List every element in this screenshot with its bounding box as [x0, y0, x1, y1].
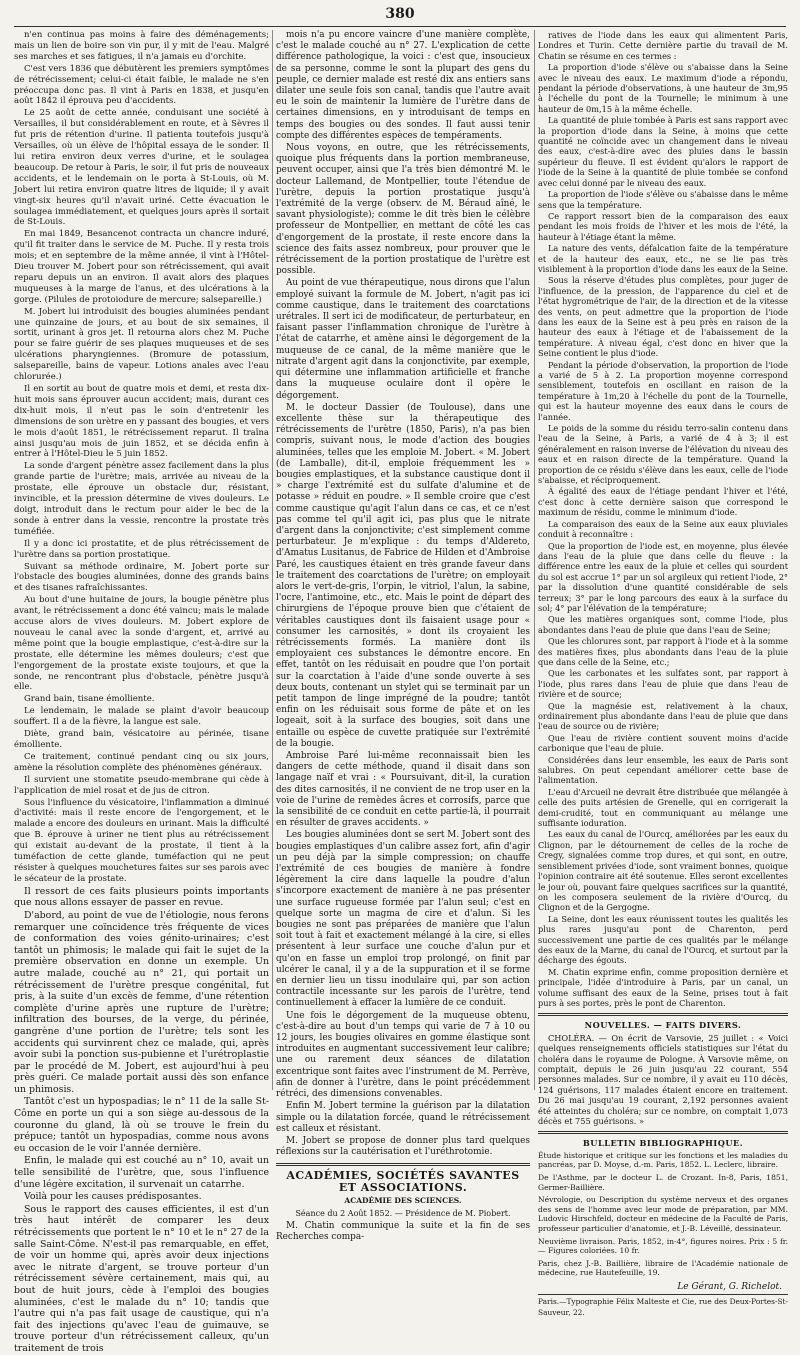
paragraph: Considérées dans leur ensemble, les eaux de Paris sont salubres. On peut cependant améliorer cette base de l'alimentation. [538, 754, 788, 786]
paragraph: D'abord, au point de vue de l'étiologie, nous ferons remarquer une coïncidence très fréquente de vices de conformation des voies génito-urinaires; c'est tantôt un phimosis; le malade qui fait le sujet de la première observation en donne un exemple. Un autre malade, couché au n° 21, qui portait un rétrécissement de l'urètre presque congénital, fut pris, à la suite d'un excès de femme, d'une rétention complète d'urine après une rupture de l'urètre; infiltration des bourses, de la verge, du périnée, gangrène d'une portion de l'urètre; tels sont les accidents qui survinrent chez ce malade, qui, après avoir subi la ponction sus-pubienne et l'urétroplastie par le procédé de M. Jobert, est aujourd'hui à peu près guéri. Ce malade portait aussi dès son enfance un phimosis. [14, 909, 269, 1095]
column-right [538, 30, 789, 1317]
paragraph: Ce traitement, continué pendant cinq ou six jours, amène la résolution complète des phénomènes généraux. [14, 751, 269, 773]
subsection-title: ACADÉMIE DES SCIENCES. [344, 1195, 462, 1205]
column-left [14, 30, 269, 1354]
printer-line: Paris.—Typographie Félix Malteste et Cie, rue des Deux-Portes-St-Sauveur, 22. [538, 1294, 788, 1318]
paragraph: Ambroise Paré lui-même reconnaissait bien les dangers de cette méthode, quand il disait dans son langage naïf et vrai : « Poursuivant, dit-il, la curation des dites carnosités, il ne convient de ne trop user en la voie de l'urine de remèdes âcres et corrosifs, parce que la sensibilité de ce conduit en cette partie-là, il pourrait en résulter de graves accidents. » [276, 751, 530, 829]
paragraph: En mai 1849, Besancenot contracta un chancre induré, qu'il fit traiter dans le service de M. Puche. Il y resta trois mois; et en septembre de la même année, il vint à l'Hôtel-Dieu trouver M. Jobert pour son rétrécissement, qui avait reparu depuis un an environ. Il avait alors des plaques muqueuses à la marge de l'anus, et des ulcérations à la gorge. (Pilules de protoiodure de mercure; salsepareille.) [14, 229, 269, 305]
bibliography-item: Neuvième livraison. Paris, 1852, in-4°, figures noires. Prix : 5 fr. — Figures coloriées. 10 fr. [538, 1236, 788, 1256]
paragraph: M. Chatin communique la suite et la fin de ses Recherches compa- [276, 1221, 530, 1243]
paragraph: La sonde d'argent pénètre assez facilement dans la plus grande partie de l'urètre; mais, arrivée au niveau de la prostate, elle éprouve un obstacle dur, résistant, invincible, et la pression détermine de vives douleurs. Le doigt, introduit dans le rectum pour aider le bec de la sonde à entrer dans la vessie, rencontre la prostate très tuméfiée. [14, 461, 269, 537]
paragraph: Pendant la période d'observation, la proportion de l'iode a varié de 5 à 2. La proportion moyenne correspond sensiblement, toutefois en oscillant en raison de la température à 1m,20 à l'échelle du pont de la Tournelle, qui est la hauteur moyenne des eaux dans le cours de l'année. [538, 359, 788, 422]
paragraph: L'eau d'Arcueil ne devrait être distribuée que mélangée à celle des puits artésien de Grenelle, qui en corrigerait la demi-crudité, tout en communiquant au mélange une suffisante ioduration. [538, 786, 788, 829]
bibliography-item: Étude historique et critique sur les fonctions et les maladies du pancréas, par D. Moyse, d.-m. Paris, 1852. L. Leclerc, libraire. [538, 1150, 788, 1170]
paragraph: M. le docteur Dassier (de Toulouse), dans une excellente thèse sur la thérapeutique des rétrécissements de l'urètre (1850, Paris), n'a pas bien compris, suivant nous, le mode d'action des bougies aluminées, telles que les emploie M. Jobert. « M. Jobert (de Lamballe), dit-il, emploie fréquemment les » bougies emplastiques, et la substance caustique dont il » charge l'extrémité est du sulfate d'alumine et de potasse » réduit en poudre. » Il semble croire que c'est comme caustique qu'agit l'alun dans ce cas, et ce n'est pas comme tel qu'il agit ici, pas plus que le nitrate d'argent dans la conjonctivite; c'est simplement comme perturbateur. Je m'explique : du temps d'Aldereto, d'Amatus Lusitanus, de Fabrice de Hilden et d'Ambroise Paré, les caustiques étaient en très grande faveur dans le traitement des coarctations de l'urètre; on employait alors le vert-de-gris, l'orpin, le vitriol, l'alun, la sabine, l'ocre, l'antimoine, etc., etc. Mais le point de départ des chirurgiens de l'époque prouve bien que c'étaient de véritables caustiques dont ils faisaient usage pour « consumer les carnosités, » dont ils croyaient les rétrécissements formés. La manière dont ils employaient ces substances le démontre encore. En effet, tantôt on les réduisait en poudre que l'on portait sur la coarctation à l'aide d'une sonde ouverte à ses deux bouts, contenant un stylet qui se terminait par un petit tampon de linge imprégné de la poudre; tantôt enfin on les réduisait sous forme de pâte et on les logeait, soit à la surface des bougies, soit dans une entaille ou espèce de cuvette pratiquée sur l'extrémité de la bougie. [276, 402, 530, 749]
paragraph: Il ressort de ces faits plusieurs points importants que nous allons essayer de passer en revue. [14, 885, 269, 909]
paragraph: Le poids de la somme du résidu terro-salin contenu dans l'eau de la Seine, à Paris, a varié de 4 à 3; il est généralement en raison inverse de l'élévation du niveau des eaux et en raison directe de la température. Quand la proportion de ce résidu s'élève dans les eaux, celle de l'iode s'abaisse, et réciproquement. [538, 423, 788, 486]
section-divider [538, 1013, 788, 1016]
paragraph: Le 25 août de cette année, conduisant une société à Versailles, il but considérablement en route, et à Sèvres il fut pris de rétention d'urine. Il patienta toutefois jusqu'à Versailles, où un élève de l'hôpital essaya de le sonder. Il lui retira environ deux verres d'urine, et le soulagea beaucoup. De retour à Paris, le soir, il fut pris de nouveaux accidents, et le lendemain on le porta à St-Louis, où M. Jobert lui retira environ quatre litres de liquide; il y avait vingt-six heures qu'il n'avait uriné. Cette évacuation le soulagea immédiatement, et quelques jours après il sortait de St-Louis. [14, 108, 269, 228]
seance-line: Séance du 2 Août 1852. — Présidence de M. Piobert. [295, 1208, 511, 1218]
paragraph: La quantité de pluie tombée à Paris est sans rapport avec la proportion d'iode dans la Seine, à moins que cette quantité ne coïncide avec un changement dans le niveau des eaux, c'est-à-dire avec des pluies dans le bassin supérieur du fleuve. Il est évident qu'alors le rapport de l'iode de la Seine à la quantité de pluie tombée se confond avec celui donné par le niveau des eaux. [538, 115, 788, 188]
paragraph: mois n'a pu encore vaincre d'une manière complète, c'est le malade couché au n° 27. L'explication de cette différence pathologique, la voici : c'est que, insoucieux de sa personne, comme le sont la plupart des gens du peuple, ce dernier malade est resté dix ans entiers sans dilater une seule fois son canal, tandis que l'autre avait eu le soin de maintenir la lumière de l'urètre dans de certaines dimensions, en y introduisant de temps en temps des bougies ou des sondes. Il faut aussi tenir compte des différentes espèces de tempéraments. [276, 30, 530, 141]
paragraph: Il survient une stomatite pseudo-membrane qui cède à l'application de miel rosat et de jus de citron. [14, 774, 269, 796]
paragraph: Voilà pour les causes prédisposantes. [24, 1191, 202, 1203]
paragraph: M. Chatin exprime enfin, comme proposition dernière et principale, l'idée d'introduire à Paris, par un canal, un volume suffisant des eaux de la Seine, prises tout à fait purs à ses portes, près le pont de Charenton. [538, 966, 788, 1008]
paragraph: Enfin, le malade qui est couché au n° 10, avait un telle sensibilité de l'urètre, que, sous l'influence d'une légère excitation, il survenait un catarrhe. [14, 1155, 269, 1190]
paragraph: Sous l'influence du vésicatoire, l'inflammation a diminué d'activité: mais il reste encore de l'engorgement, et le malade a encore des douleurs en urinant. Mais la difficulté que B. éprouve à uriner ne tient plus au rétrécissement qui existait au-devant de la prostate, il tient à la tuméfaction de cette glande, tuméfaction qui ne peut résister à quelques mouchetures faites sur ses parois avec le sécateur de la prostate. [14, 797, 269, 884]
paragraph: Diète, grand bain, vésicatoire au périnée, tisane émolliente. [14, 729, 269, 750]
paragraph: Le lendemain, le malade se plaint d'avoir beaucoup souffert. Il a de la fièvre, la langue est sale. [14, 706, 269, 728]
paragraph: À égalité des eaux de l'étiage pendant l'hiver et l'été, c'est donc à cette dernière saison que correspond le maximum de résidu, comme le minimum d'iode. [538, 486, 788, 518]
paragraph: M. Jobert lui introduisit des bougies aluminées pendant une quinzaine de jours, et au bout de six semaines, il sortit, urinant à gros jet. Il retourna alors chez M. Puche pour se faire guérir de ses plaques muqueuses et de ses ulcérations pharyngiennes. (Bromure de potassium, salsepareille, bains de vapeur. Lotions anales avec l'eau chlorurée.) [14, 306, 269, 383]
bibliography-item: Paris, chez J.-B. Baillière, libraire de l'Académie nationale de médecine, rue Hautefeuille, 19. [538, 1258, 788, 1278]
section-divider [276, 1163, 530, 1166]
paragraph: Ce rapport ressort bien de la comparaison des eaux pendant les mois froids de l'hiver et les mois de l'été, la hauteur à l'étiage étant la même. [538, 210, 788, 242]
paragraph: C'est vers 1836 que débutèrent les premiers symptômes de rétrécissement; celui-ci était faible, le malade ne s'en préoccupa donc pas. Il vint à Paris en 1838, et jusqu'en août 1842 il éprouva peu d'accidents. [14, 63, 269, 107]
paragraph: La nature des vents, défalcation faite de la température et de la hauteur des eaux, etc., ne se lie pas très visiblement à la proportion d'iode dans les eaux de la Seine. [538, 243, 789, 274]
paragraph: Nous voyons, en outre, que les rétrécissements, quoique plus fréquents dans la portion membraneuse, peuvent occuper, ainsi que l'a très bien démontré M. le docteur Lallemand, de Montpellier, toute l'étendue de l'urètre, depuis la portion prostatique jusqu'à l'extrémité de la verge (observ. de M. Béraud aîné, le savant physiologiste); comme le dit très bien le célèbre professeur de Montpellier, en mettant de côté les cas d'engorgement de la prostate, il reste encore dans la science des faits assez nombreux, pour prouver que le rétrécissement de la portion prostatique de l'urètre est possible. [276, 143, 530, 277]
paragraph: Au point de vue thérapeutique, nous dirons que l'alun employé suivant la formule de M. Jobert, n'agit pas ici comme caustique, dans le traitement des coarctations urétrales. Il sert ici de modificateur, de perturbateur, en faisant passer l'inflammation chronique de l'urètre à l'état de catarrhe, et amène ainsi le dégorgement de la muqueuse de ce canal, de la même manière que le nitrate d'argent agit dans la conjonctivite, par exemple, qui détermine une inflammation artificielle et franche dans la muqueuse oculaire dont il opère le dégorgement. [276, 278, 530, 401]
paragraph: Il y a donc ici prostatite, et de plus rétrécissement de l'urètre dans sa portion prostatique. [14, 538, 269, 560]
paragraph: Sous le rapport des causes efficientes, il est d'un très haut intérêt de comparer les deux rétrécissements que portent le n° 10 et le n° 27 de la salle Saint-Côme. N'est-il pas remarquable, en effet, de voir un homme qui, après avoir deux injections avec le nitrate d'argent, se trouve porteur d'un rétrécissement sévère certainement, mais qui, au bout de huit jours, cède à l'emploi des bougies aluminées, c'est le malade du n° 10; tandis que l'autre qui n'a pas fait usage de caustique, qui n'a fait des injections qu'avec l'eau de guimauve, se trouve porteur d'un rétrécissement calleux, qu'un traitement de trois [14, 1203, 269, 1354]
paragraph: M. Jobert se propose de donner plus tard quelques réflexions sur la cautérisation et l'uréthrotomie. [276, 1135, 530, 1158]
section-title: ACADÉMIES, SOCIÉTÉS SAVANTES ET ASSOCIATIONS. [286, 1169, 520, 1194]
paragraph: Que les carbonates et les sulfates sont, par rapport à l'iode, plus rares dans l'eau de pluie que dans l'eau de rivière et de source; [538, 668, 788, 700]
paragraph: Que la magnésie est, relativement à la chaux, ordinairement plus abondante dans l'eau de pluie que dans l'eau de source ou de rivière; [538, 700, 788, 732]
paragraph: n'en continua pas moins à faire des déménagements; mais un lien de boire son vin pur, il y mit de l'eau. Malgré ses marches et ses fatigues, il n'a jamais eu d'orchite. [14, 30, 269, 62]
paragraph: Que l'eau de rivière contient souvent moins d'acide carbonique que l'eau de pluie. [538, 732, 788, 754]
paragraph: Il en sortit au bout de quatre mois et demi, et resta dix-huit mois sans éprouver aucun accident; mais, durant ces dix-huit mois, il n'eut pas le soin d'entretenir les dimensions de son urètre en y passant des bougies, et vers le mois d'août 1851, le rétrécissement reparut. Il traîna ainsi jusqu'au mois de juin 1852, et se décida enfin à entrer à l'Hôtel-Dieu le 5 juin 1852. [14, 384, 269, 460]
paragraph: Au bout d'une huitaine de jours, la bougie pénètre plus avant, le rétrécissement a donc été vaincu; mais le malade accuse alors de vives douleurs. M. Jobert explore de nouveau le canal avec la sonde d'argent, et, arrivé au même point que la bougie emplastique, c'est-à-dire sur la prostate, elle détermine les mêmes douleurs; c'est que l'engorgement de la prostate existe toujours, et que la sonde, ne rencontrant plus d'obstacle, pénètre jusqu'à elle. [14, 595, 269, 693]
paragraph: Une fois le dégorgement de la muqueuse obtenu, c'est-à-dire au bout d'un temps qui varie de 7 à 10 ou 12 jours, les bougies olivaires en gomme élastique sont introduites en augmentant successivement leur calibre; une ou rarement deux séances de dilatation excentrique sont faites avec l'instrument de M. Perrève, afin de donner à l'urètre, dans le point précédemment rétréci, des dimensions convenables. [276, 1010, 530, 1100]
bibliography-item: Névrologie, ou Description du système nerveux et des organes des sens de l'homme avec leur mode de préparation, par MM. Ludovic Hirschfeld, docteur en médecine de la Faculté de Paris, professeur particulier d'anatomie, et J.-B. Léveillé, dessinateur. [538, 1195, 788, 1233]
column-divider [272, 30, 273, 1090]
paragraph: Les eaux du canal de l'Ourcq, améliorées par les eaux du Clignon, par le détournement de celles de la roche de Cregy, signalées comme trop dures, et qui sont, en outre, sensiblement privées d'iode, sont vraiment bonnes, quoique l'opinion contraire ait été soutenue. Elles seront excellentes le jour où, pouvant faire quelques sacrifices sur la quantité, on les composera seulement de la rivière d'Ourcq, du Clignon et de la Gergogne. [538, 829, 788, 913]
gerant-signature: Le Gérant, G. Richelot. [677, 1281, 782, 1292]
paragraph: Que la proportion de l'iode est, en moyenne, plus élevée dans l'eau de la pluie que dans celle du fleuve : la différence entre les eaux de la pluie et celles qui sourdent du sol est accrue 1° par un sol argileux qui retient l'iode, 2° par la dissolution d'une quantité considérable de sels terreux; 3° par le long parcours des eaux à la surface du sol; 4° par l'élévation de la température; [538, 540, 788, 613]
section-divider [538, 1131, 788, 1134]
paragraph: Grand bain, tisane émolliente. [24, 694, 155, 705]
paragraph: Que les chlorures sont, par rapport à l'iode et à la somme des matières fixes, plus abondants dans l'eau de la pluie que dans celle de la Seine, etc.; [538, 636, 788, 667]
bibliography-title: BULLETIN BIBLIOGRAPHIQUE. [582, 1138, 744, 1149]
news-title: NOUVELLES. — FAITS DIVERS. [584, 1020, 742, 1031]
bibliography-item: De l'Asthme, par le docteur L. de Crozant. In-8, Paris, 1851, Germer-Baillière. [538, 1173, 788, 1192]
news-paragraph: CHOLÉRA. — On écrit de Varsovie, 25 juillet : « Voici quelques renseignements officiels statistiques sur l'état du choléra dans le royaume de Pologne. À Varsovie même, on comptait, depuis le 26 juin jusqu'au 22 courant, 554 personnes malades. Sur ce nombre, il y avait eu 110 décès, 124 guérisons, 117 malades étaient encore en traitement. Du 26 mai jusqu'au 19 courant, 2,192 personnes avaient été atteintes du choléra; sur ce nombre, on comptait 1,073 décès et 755 guérisons. » [538, 1032, 788, 1127]
paragraph: ratives de l'iode dans les eaux qui alimentent Paris, Londres et Turin. Cette dernière partie du travail de M. Chatin se résume en ces termes : [538, 30, 788, 61]
column-divider [534, 30, 535, 1090]
paragraph: Sous la réserve d'études plus complètes, pour juger de l'influence, de la pression, de l'apparence du ciel et de l'état hygrométrique de l'air, de la direction et de la vitesse des vents, on peut admettre que la proportion de l'iode dans les eaux de la Seine est à peu près en raison de la hauteur des eaux à l'étiage et de l'abaissement de la température. À niveau égal, c'est donc en hiver que la Seine contient le plus d'iode. [538, 275, 788, 359]
paragraph: La comparaison des eaux de la Seine aux eaux pluviales conduit à reconnaître : [538, 518, 788, 540]
paragraph: Suivant sa méthode ordinaire, M. Jobert porte sur l'obstacle des bougies aluminées, donne des grands bains et des tisanes rafraîchissantes. [14, 561, 269, 594]
paragraph: Les bougies aluminées dont se sert M. Jobert sont des bougies emplastiques d'un calibre assez fort, afin d'agir un peu déjà par la simple compression; on chauffe l'extrémité de ces bougies de manière à fondre légèrement la cire dans laquelle la poudre d'alun s'incorpore exactement de manière à ne pas présenter une surface rugueuse formée par l'alun seul; c'est en quelque sorte un magma de cire et d'alun. Si les bougies ne sont pas préparées de manière que l'alun soit tout à fait et exactement mélangé à la cire, si elles présentent à leur surface une couche d'alun pur et qu'on en fasse un emploi trop prolongé, on finit par ulcérer le canal, il y a de la suppuration et il se forme en dernier lieu un tissu inodulaire qui, par son action contractile incessante sur les parois de l'urètre, tend continuellement à effacer la lumière de ce conduit. [276, 830, 530, 1009]
paragraph: La proportion d'iode s'élève ou s'abaisse dans la Seine avec le niveau des eaux. Le maximum d'iode a répondu, pendant la période d'observations, à une hauteur de 3m,95 à l'échelle du pont de la Tournelle; le minimum à une hauteur de 0m,15 à la même échelle. [538, 62, 788, 114]
paragraph: Que les matières organiques sont, comme l'iode, plus abondantes dans l'eau de pluie que dans l'eau de Seine; [538, 614, 788, 635]
page-number: 380 [385, 6, 415, 22]
top-rule [14, 26, 786, 27]
bibliography-list [538, 1151, 788, 1278]
paragraph: Tantôt c'est un hypospadias; le n° 11 de la salle St-Côme en porte un qui a son siège au-dessous de la couronne du gland, là où se trouve le frein du prépuce; tantôt un hypospadias, comme nous avons eu occasion de le voir l'année dernière. [14, 1096, 269, 1154]
paragraph: La Seine, dont les eaux réunissent toutes les qualités les plus rares jusqu'au pont de Charenton, perd successivement une partie de ces qualités par le mélange des eaux de la Marne, du canal de l'Ourcq, et surtout par la décharge des égouts. [538, 913, 788, 966]
paragraph: Enfin M. Jobert termine la guérison par la dilatation simple ou la dilatation forcée, quand le rétrécissement est calleux et résistant. [276, 1101, 530, 1134]
column-middle [276, 30, 530, 1243]
paragraph: La proportion de l'iode s'élève ou s'abaisse dans le même sens que la température. [538, 189, 788, 210]
